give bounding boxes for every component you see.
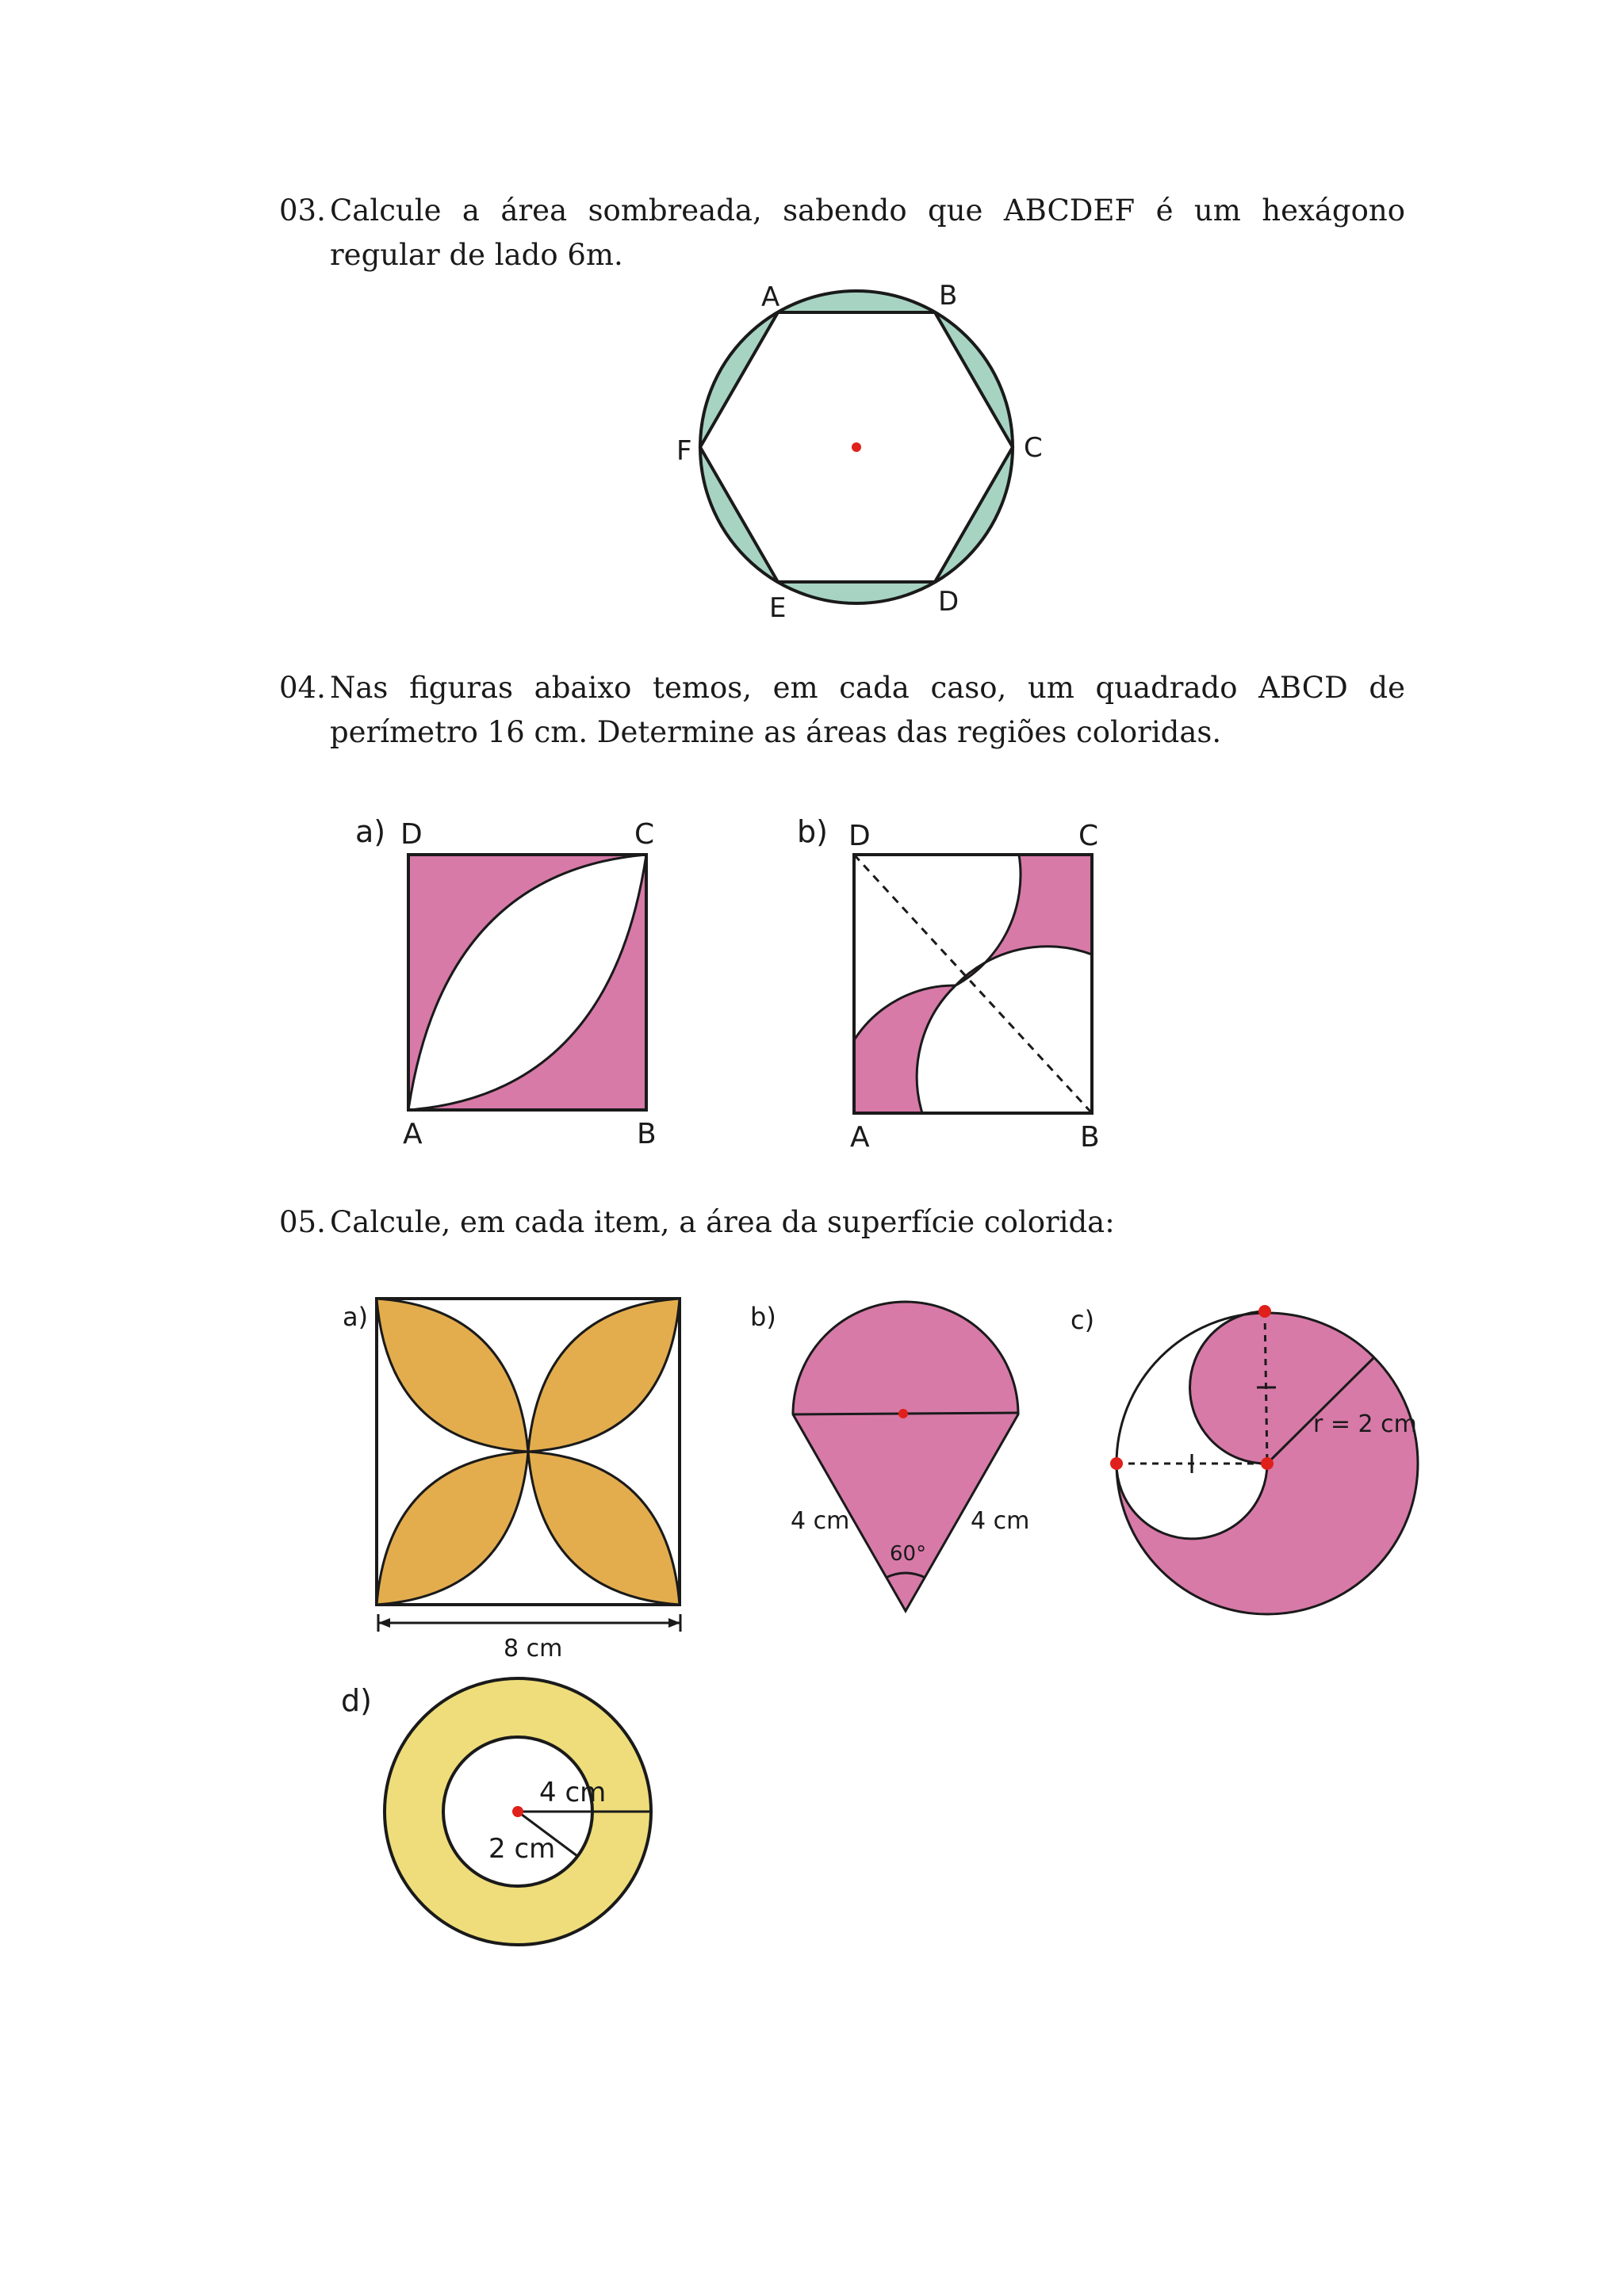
corner-label-D: D [848, 820, 871, 852]
vertex-label-C: C [1024, 432, 1043, 464]
corner-label-A: A [403, 1118, 423, 1150]
point-top [1258, 1305, 1271, 1318]
item-label-b: b) [797, 814, 828, 849]
center-point [512, 1806, 523, 1817]
point-left [1110, 1457, 1123, 1470]
center-point [852, 442, 861, 452]
item-label-d: d) [341, 1683, 372, 1718]
radius-label: r = 2 cm [1313, 1410, 1417, 1438]
fig04b-square-quarter-circles [797, 814, 1100, 1154]
fig05b-semicircle-triangle [750, 1302, 1029, 1611]
vertex-label-D: D [938, 586, 959, 618]
item-label-a: a) [343, 1302, 369, 1332]
question-number: 05. [279, 1205, 326, 1239]
arrowhead-right [668, 1618, 680, 1628]
fig03-hexagon-in-circle [676, 280, 1043, 624]
center-point [898, 1409, 908, 1418]
inner-radius-label: 2 cm [488, 1833, 556, 1865]
fig05a-four-petals [343, 1299, 680, 1663]
question-number: 04. [279, 671, 326, 705]
arrowhead-left [378, 1618, 390, 1628]
angle-label: 60° [890, 1542, 927, 1566]
corner-label-A: A [850, 1121, 870, 1154]
left-side-label: 4 cm [791, 1507, 850, 1535]
point-center [1261, 1457, 1274, 1470]
question-number: 03. [279, 193, 326, 228]
vertex-label-B: B [939, 280, 958, 312]
fig04a-square-lens [355, 814, 657, 1150]
corner-label-D: D [400, 818, 423, 851]
corner-label-C: C [1078, 820, 1099, 852]
question-text: Calcule a área sombreada, sabendo que ABCDEF é um hexágono regular de lado 6m. [330, 193, 1405, 272]
vertex-label-F: F [676, 435, 692, 467]
corner-label-B: B [1080, 1121, 1100, 1154]
corner-label-C: C [634, 818, 655, 851]
item-label-c: c) [1071, 1305, 1095, 1335]
question-text: Nas figuras abaixo temos, em cada caso, um quadrado ABCD de perímetro 16 cm. Determine as áreas das regiões coloridas. [330, 671, 1405, 749]
right-side-label: 4 cm [971, 1507, 1030, 1535]
width-label: 8 cm [504, 1635, 563, 1663]
fig05c-circle-crescent [1071, 1305, 1418, 1614]
outer-radius-label: 4 cm [539, 1777, 607, 1808]
vertex-label-E: E [769, 592, 787, 624]
item-label-a: a) [355, 814, 386, 849]
question-text: Calcule, em cada item, a área da superfície colorida: [330, 1205, 1115, 1239]
corner-label-B: B [637, 1118, 657, 1150]
item-label-b: b) [750, 1302, 776, 1332]
fig05d-annulus [341, 1678, 651, 1945]
vertex-label-A: A [761, 281, 780, 313]
